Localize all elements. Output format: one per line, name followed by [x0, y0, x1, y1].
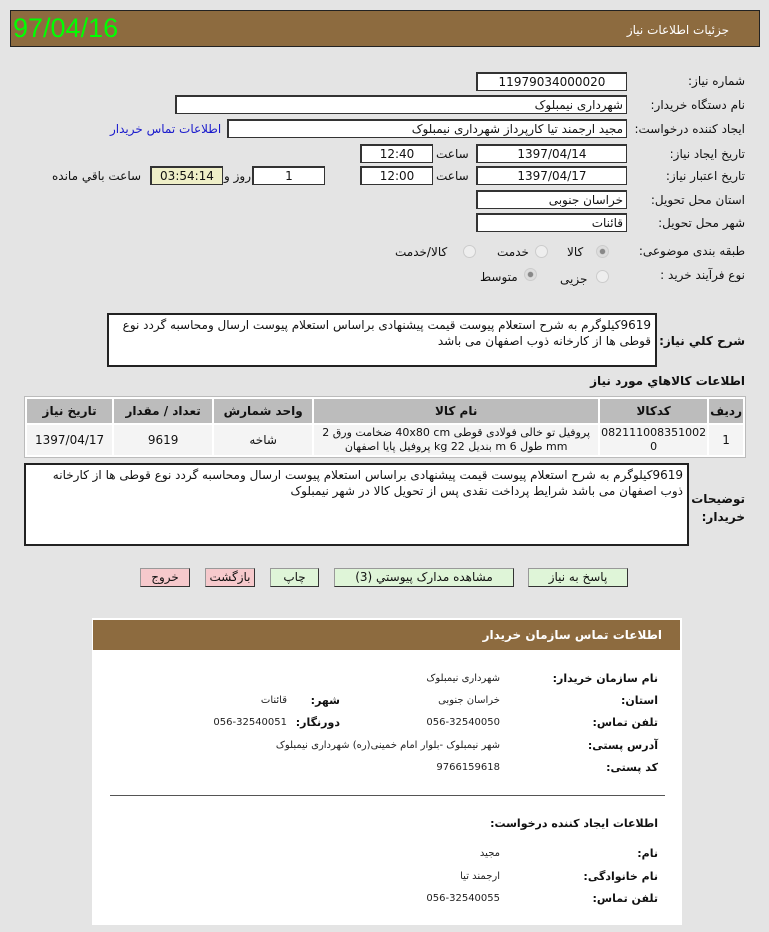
column-header: کدکالا: [600, 399, 707, 423]
goods-section-title: اطلاعات کالاهاي مورد نیاز: [590, 374, 745, 388]
city-field: قائنات: [476, 213, 627, 232]
province-label: استان:: [621, 694, 658, 707]
process-radio-minor[interactable]: [596, 270, 609, 283]
fax-label: دورنگار:: [295, 716, 340, 729]
table-header-row: [27, 399, 743, 423]
contact-panel-header: [93, 620, 680, 650]
creator-phone-label: تلفن تماس:: [592, 892, 658, 905]
category-option-label: کالا: [567, 245, 584, 259]
page-title: جزئیات اطلاعات نیاز: [626, 23, 729, 37]
buyer-contact-panel: [92, 618, 682, 925]
valid-time-label: ساعت: [436, 169, 469, 183]
province-label: استان محل تحویل:: [650, 193, 745, 207]
process-option-label: متوسط: [480, 270, 518, 284]
column-header: تعداد / مقدار: [114, 399, 212, 423]
description-label: شرح کلي نیاز:: [659, 334, 745, 348]
creator-label: ایجاد کننده درخواست:: [634, 122, 745, 136]
exit-button[interactable]: خروج: [140, 568, 190, 587]
goods-need-date: 1397/04/17: [27, 425, 112, 455]
divider: [110, 795, 665, 796]
created-time-label: ساعت: [436, 147, 469, 161]
goods-table: [24, 396, 746, 458]
phone-label: تلفن تماس:: [592, 716, 658, 729]
contact-panel-title: اطلاعات تماس سازمان خریدار: [482, 628, 662, 642]
address-label: آدرس پستی:: [587, 739, 658, 752]
column-header: ردیف: [709, 399, 743, 423]
goods-unit: شاخه: [214, 425, 312, 455]
org-label: نام سازمان خریدار:: [552, 672, 658, 685]
header-date: 97/04/16: [13, 13, 119, 43]
city-value: قائنات: [260, 695, 287, 706]
family-value: ارجمند تیا: [460, 871, 500, 882]
valid-date-label: تاریخ اعتبار نیاز:: [665, 169, 745, 183]
creator-field: مجید ارجمند تیا کارپرداز شهرداری نیمبلوک: [227, 119, 627, 138]
address-value: شهر نیمبلوک -بلوار امام خمینی(ره) شهرداری نیمبلوک: [275, 740, 500, 751]
row-index: 1: [709, 425, 743, 455]
creator-section-title: اطلاعات ایجاد کننده درخواست:: [490, 817, 658, 830]
created-time-field: 12:40: [360, 144, 433, 163]
fax-value: 056-32540051: [213, 717, 287, 728]
valid-date-field: 1397/04/17: [476, 166, 627, 185]
city-label: شهر محل تحویل:: [658, 216, 745, 230]
province-field: خراسان جنوبی: [476, 190, 627, 209]
category-radio-goods-service[interactable]: [463, 245, 476, 258]
process-option-label: جزیی: [560, 272, 588, 286]
postal-value: 9766159618: [436, 762, 500, 773]
column-header: نام کالا: [314, 399, 598, 423]
description-textarea[interactable]: 9619کیلوگرم به شرح استعلام پیوست قیمت پیشنهادی براساس استعلام پیوست ارسال ومحاسبه گردد نوع قوطی ها از کارخانه ذوب اصفهان می باشد: [107, 313, 657, 367]
valid-time-field: 12:00: [360, 166, 433, 185]
city-label: شهر:: [310, 694, 340, 707]
name-label: نام:: [637, 847, 658, 860]
remaining-label: ساعت باقي مانده: [52, 169, 142, 183]
print-button[interactable]: چاپ: [270, 568, 319, 587]
category-option-label: خدمت: [497, 245, 529, 259]
goods-code: 082111008351002​0: [601, 426, 707, 453]
phone-value: 056-32540050: [426, 717, 500, 728]
attachments-button[interactable]: مشاهده مدارک پیوستي (3): [334, 568, 514, 587]
buyer-field: شهرداری نیمبلوک: [175, 95, 627, 114]
table-row: [27, 425, 743, 455]
need-number-label: شماره نیاز:: [688, 74, 745, 88]
name-value: مجید: [479, 848, 500, 859]
buyer-label: نام دستگاه خریدار:: [650, 98, 745, 112]
column-header: تاریخ نیاز: [27, 399, 112, 423]
created-date-label: تاریخ ایجاد نیاز:: [669, 147, 745, 161]
category-option-label: کالا/خدمت: [395, 245, 448, 259]
province-value: خراسان جنوبی: [438, 695, 500, 706]
buyer-contact-link[interactable]: اطلاعات تماس خریدار: [110, 122, 222, 136]
goods-quantity: 9619: [114, 425, 212, 455]
category-label: طبقه بندی موضوعی:: [638, 244, 745, 258]
creator-phone-value: 056-32540055: [426, 893, 500, 904]
page-header: [10, 10, 760, 47]
buyer-notes-label: توضیحات خریدار:: [691, 492, 745, 524]
category-radio-goods[interactable]: [596, 245, 609, 258]
back-button[interactable]: بازگشت: [205, 568, 255, 587]
family-label: نام خانوادگی:: [583, 870, 658, 883]
postal-label: کد پستی:: [606, 761, 658, 774]
days-label: روز و: [224, 169, 251, 183]
column-header: واحد شمارش: [214, 399, 312, 423]
process-label: نوع فرآیند خرید :: [660, 268, 745, 282]
org-value: شهرداری نیمبلوک: [426, 673, 500, 684]
process-radio-medium[interactable]: [524, 268, 537, 281]
buyer-notes-textarea[interactable]: 9619کیلوگرم به شرح استعلام پیوست قیمت پیشنهادی براساس استعلام پیوست ارسال ومحاسبه گردد نوع قوطی ها از کارخانه ذوب اصفهان می باشد شرایط پرداخت نقدی پس از تحویل کالا در شهر نیمبلوک: [24, 463, 689, 546]
remaining-time-field: 03:54:14: [150, 166, 223, 185]
category-radio-service[interactable]: [535, 245, 548, 258]
reply-button[interactable]: پاسخ به نیاز: [528, 568, 628, 587]
need-number-field: 11979034000020: [476, 72, 627, 91]
days-field: 1: [252, 166, 325, 185]
created-date-field: 1397/04/14: [476, 144, 627, 163]
goods-name: پروفیل تو خالی فولادی قوطی 40x80 cm ضخامت ورق 2 mm طول 6 m بندیل 22 kg پروفیل پایا اصفهان: [314, 425, 598, 455]
